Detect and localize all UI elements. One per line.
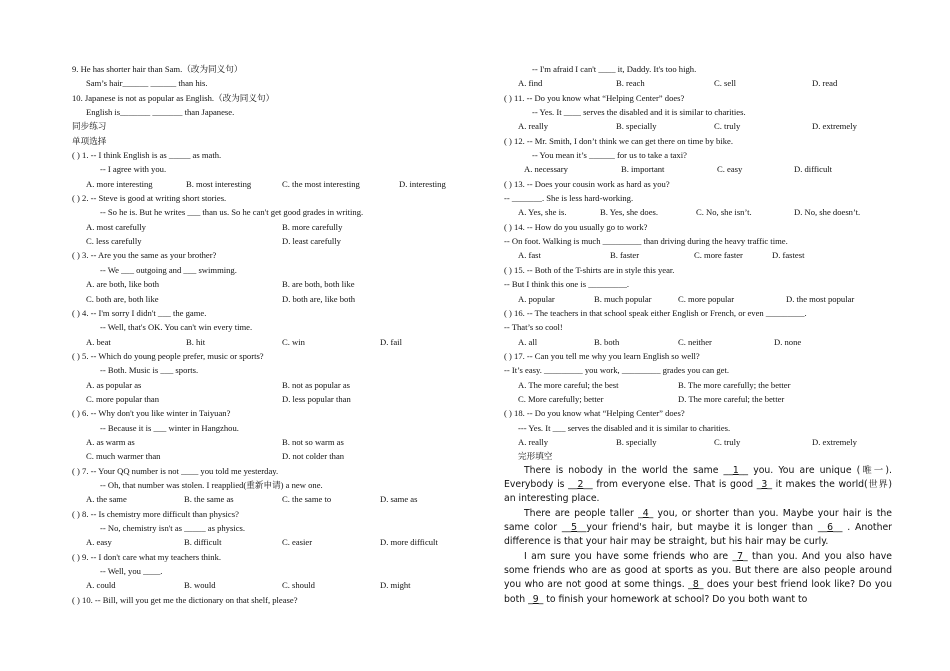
text-line-line: 同步练习 bbox=[72, 121, 107, 132]
option-a: A. easy bbox=[86, 537, 112, 548]
text-line-no-chemistry-isn-t-as-as: -- No, chemistry isn't as _____ as physics. bbox=[100, 523, 245, 533]
option-a: A. really bbox=[518, 121, 549, 132]
passage-paragraph bbox=[504, 507, 892, 550]
text-line-4-i-m-sorry-i-didn-t-the: ( ) 4. -- I'm sorry I didn't ___ the game. bbox=[72, 307, 207, 318]
options-row bbox=[504, 205, 892, 219]
text-line-but-i-think-this-one-is: -- But I think this one is _________. bbox=[504, 279, 630, 290]
options-row bbox=[72, 335, 464, 349]
options-row bbox=[72, 435, 464, 449]
option-c: C. the same to bbox=[282, 494, 332, 505]
text-line-because-it-is-winter-in-: -- Because it is ___ winter in Hangzhou. bbox=[100, 422, 239, 433]
passage-text: _ you, or shorter than you. Maybe your hair is the same color __ bbox=[504, 507, 892, 533]
option-b: B. are both, both like bbox=[282, 279, 355, 290]
text-line-well-you: -- Well, you ____. bbox=[100, 566, 163, 577]
option-b: B. not as popular as bbox=[282, 379, 351, 390]
text-line-8-is-chemistry-more-diff: ( ) 8. -- Is chemistry more difficult than physics? bbox=[72, 508, 239, 519]
text-line-12-mr-smith-i-don-t-thin: ( ) 12. -- Mr. Smith, I don’t think we can get there on time by bike. bbox=[504, 135, 733, 146]
text-line-line: 完形填空 bbox=[518, 451, 553, 462]
option-a: A. Yes, she is. bbox=[518, 207, 567, 218]
text-line-well-that-s-ok-you-can-t: -- Well, that's OK. You can't win every time. bbox=[100, 322, 253, 333]
options-row bbox=[504, 162, 892, 176]
blank-number: 3 bbox=[761, 478, 768, 490]
text-line-5-which-do-young-people-: ( ) 5. -- Which do young people prefer, music or sports? bbox=[72, 350, 264, 361]
option-b: B. faster bbox=[610, 250, 640, 261]
blank-number: 8 bbox=[692, 579, 699, 591]
option-b: B. difficult bbox=[184, 537, 222, 548]
option-c: C. No, she isn’t. bbox=[696, 207, 752, 218]
options-row bbox=[504, 335, 892, 349]
option-b: B. specially bbox=[616, 121, 657, 132]
text-line-english-is-than-japanese: English is_______ _______ than Japanese. bbox=[86, 107, 235, 118]
options-row bbox=[504, 392, 892, 406]
options-row bbox=[72, 292, 464, 306]
option-a: A. could bbox=[86, 580, 116, 591]
option-b: B. important bbox=[621, 164, 665, 175]
option-a: C. more popular than bbox=[86, 393, 160, 404]
options-row bbox=[504, 435, 892, 449]
text-line-9-he-has-shorter-hair-th: 9. He has shorter hair than Sam.（改为同义句） bbox=[72, 64, 243, 74]
option-a: C. less carefully bbox=[86, 236, 142, 247]
text-line-she-is-less-hard-working: -- _______. She is less hard-working. bbox=[504, 193, 634, 204]
option-a: A. The more careful; the best bbox=[518, 379, 619, 390]
passage-text: _ than you. And you also have some friends who are as good at sports as you. But there are also people around you who are not good at some things. _ bbox=[504, 550, 892, 591]
option-a: A. as popular as bbox=[86, 379, 142, 390]
options-row bbox=[504, 248, 892, 262]
text-line-3-are-you-the-same-as-yo: ( ) 3. -- Are you the same as your brother? bbox=[72, 250, 217, 261]
option-a: A. as warm as bbox=[86, 436, 135, 447]
option-a: C. More carefully; better bbox=[518, 393, 604, 404]
text-line-16-the-teachers-in-that-: ( ) 16. -- The teachers in that school speak either English or French, or even _________. bbox=[504, 307, 807, 318]
blank-number: 6 bbox=[827, 522, 834, 533]
option-b: B. both bbox=[594, 336, 620, 347]
option-c: C. neither bbox=[678, 336, 712, 347]
option-d: D. fail bbox=[380, 336, 402, 347]
option-b: D. least carefully bbox=[282, 236, 341, 247]
passage-paragraph bbox=[504, 550, 892, 607]
option-b: B. much popular bbox=[594, 293, 652, 304]
option-b: B. the same as bbox=[184, 494, 234, 505]
passage-text: __your friend's hair, but maybe it is longer than __ bbox=[577, 522, 828, 533]
option-c: C. truly bbox=[714, 121, 741, 132]
option-a: A. fast bbox=[518, 250, 541, 261]
options-row bbox=[504, 378, 892, 392]
options-row bbox=[72, 492, 464, 506]
text-line-13-does-your-cousin-work: ( ) 13. -- Does your cousin work as hard as you? bbox=[504, 178, 670, 189]
blank-number: 5 bbox=[571, 522, 578, 533]
option-a: C. much warmer than bbox=[86, 451, 161, 462]
passage-text: _ to finish your homework at school? Do you both want to bbox=[538, 593, 808, 605]
option-c: C. more faster bbox=[694, 250, 743, 261]
passage-text: __ you. You are unique (唯一). Everybody is __ bbox=[504, 464, 892, 490]
option-b: B. not so warm as bbox=[282, 436, 344, 447]
option-a: A. the same bbox=[86, 494, 127, 505]
option-b: D. not colder than bbox=[282, 451, 345, 462]
option-b: D. less popular than bbox=[282, 393, 351, 404]
text-line-sam-s-hair-than-his: Sam’s hair______ ______ than his. bbox=[86, 78, 208, 89]
options-row bbox=[72, 535, 464, 549]
text-line-yes-it-serves-the-disabl: -- Yes. It ____ serves the disabled and it is similar to charities. bbox=[532, 107, 746, 118]
options-row bbox=[72, 220, 464, 234]
option-a: A. all bbox=[518, 336, 538, 347]
text-line-yes-it-serves-the-disabl: --- Yes. It ___ serves the disabled and it is similar to charities. bbox=[518, 422, 731, 433]
option-c: C. win bbox=[282, 336, 305, 347]
text-line-we-outgoing-and-swimming: -- We ___ outgoing and ___ swimming. bbox=[100, 264, 237, 275]
option-d: D. none bbox=[774, 336, 802, 347]
options-row bbox=[72, 578, 464, 592]
option-c: C. the most interesting bbox=[282, 178, 360, 189]
text-line-line: 单项选择 bbox=[72, 135, 107, 146]
text-line-oh-that-number-was-stole: -- Oh, that number was stolen. I reapplied(重新申请) a new one. bbox=[100, 479, 323, 490]
option-c: C. easy bbox=[717, 164, 743, 175]
options-row bbox=[504, 119, 892, 133]
option-c: C. should bbox=[282, 580, 315, 591]
option-a: A. really bbox=[518, 436, 549, 447]
text-line-7-your-qq-number-is-not-: ( ) 7. -- Your QQ number is not ____ you told me yesterday. bbox=[72, 465, 279, 476]
option-d: D. difficult bbox=[794, 164, 833, 175]
option-d: D. extremely bbox=[812, 436, 857, 447]
option-c: C. truly bbox=[714, 436, 741, 447]
passage-text: _ does your best friend look like? Do you both _ bbox=[504, 579, 893, 605]
text-line-11-do-you-know-what-help: ( ) 11. -- Do you know what “Helping Center” does? bbox=[504, 92, 685, 103]
option-d: D. the most popular bbox=[786, 293, 855, 304]
option-a: A. beat bbox=[86, 336, 111, 347]
text-line-6-why-don-t-you-like-win: ( ) 6. -- Why don't you like winter in Taiyuan? bbox=[72, 408, 231, 419]
text-line-17-can-you-tell-me-why-y: ( ) 17. -- Can you tell me why you learn English so well? bbox=[504, 350, 700, 361]
passage-text: _ it makes the world(世界) an interesting place. bbox=[504, 478, 892, 505]
blank-number: 9 bbox=[532, 593, 539, 605]
option-c: C. easier bbox=[282, 537, 313, 548]
blank-number: 1 bbox=[732, 464, 739, 476]
option-a: A. popular bbox=[518, 293, 555, 304]
option-b: D. both are, like both bbox=[282, 293, 356, 304]
text-line-14-how-do-you-usually-go: ( ) 14. -- How do you usually go to work? bbox=[504, 221, 648, 232]
option-b: B. hit bbox=[186, 336, 206, 347]
option-d: D. same as bbox=[380, 494, 418, 505]
option-b: B. Yes, she does. bbox=[600, 207, 659, 218]
blank-number: 2 bbox=[577, 478, 584, 490]
text-line-18-do-you-know-what-help: ( ) 18. -- Do you know what “Helping Center” does? bbox=[504, 408, 685, 419]
option-b: B. most interesting bbox=[186, 178, 252, 189]
text-line-15-both-of-the-t-shirts-: ( ) 15. -- Both of the T-shirts are in style this year. bbox=[504, 264, 675, 275]
passage-text: There is nobody in the world the same __ bbox=[524, 464, 733, 476]
option-b: D. The more careful; the better bbox=[678, 393, 785, 404]
blank-number: 7 bbox=[737, 550, 744, 562]
option-d: D. read bbox=[812, 78, 838, 89]
option-d: D. interesting bbox=[399, 178, 446, 189]
option-a: A. necessary bbox=[524, 164, 568, 175]
options-row bbox=[72, 277, 464, 291]
text-line-it-s-easy-you-work-grade: -- It’s easy. _________ you work, _________ grades you can get. bbox=[504, 365, 729, 376]
options-row bbox=[72, 234, 464, 248]
options-row bbox=[504, 292, 892, 306]
options-row bbox=[72, 449, 464, 463]
option-d: D. might bbox=[380, 580, 411, 591]
passage-text: I am sure you have some friends who are _ bbox=[524, 550, 738, 562]
option-c: C. sell bbox=[714, 78, 736, 89]
cloze-passage bbox=[504, 464, 892, 607]
option-b: B. would bbox=[184, 580, 216, 591]
option-a: A. most carefully bbox=[86, 221, 146, 232]
option-a: A. more interesting bbox=[86, 178, 153, 189]
option-b: B. more carefully bbox=[282, 221, 343, 232]
text-line-i-m-afraid-i-can-t-it-da: -- I'm afraid I can't ____ it, Daddy. It's too high. bbox=[532, 64, 697, 74]
option-d: D. more difficult bbox=[380, 537, 438, 548]
options-row bbox=[72, 378, 464, 392]
option-b: B. specially bbox=[616, 436, 657, 447]
blank-number: 4 bbox=[642, 507, 649, 519]
option-a: A. find bbox=[518, 78, 543, 89]
options-row bbox=[72, 177, 464, 191]
text-line-both-music-is-sports: -- Both. Music is ___ sports. bbox=[100, 365, 199, 376]
passage-text: There are people taller _ bbox=[524, 507, 643, 519]
text-line-10-japanese-is-not-as-po: 10. Japanese is not as popular as English.（改为同义句） bbox=[72, 92, 275, 103]
passage-paragraph bbox=[504, 464, 892, 507]
text-line-1-i-think-english-is-as-: ( ) 1. -- I think English is as _____ as math. bbox=[72, 150, 222, 161]
option-d: D. No, she doesn’t. bbox=[794, 207, 861, 218]
option-b: B. The more carefully; the better bbox=[678, 379, 791, 390]
left-column bbox=[72, 62, 464, 607]
option-c: C. more popular bbox=[678, 293, 735, 304]
option-d: D. extremely bbox=[812, 121, 857, 132]
text-line-so-he-is-but-he-writes-t: -- So he is. But he writes ___ than us. So he can't get good grades in writing. bbox=[100, 207, 364, 218]
text-line-10-bill-will-you-get-me-: ( ) 10. -- Bill, will you get me the dictionary on that shelf, please? bbox=[72, 594, 298, 605]
passage-text: __ . Another difference is that your hair may be straight, but his hair may be curly. bbox=[504, 522, 892, 548]
text-line-i-agree-with-you: -- I agree with you. bbox=[100, 164, 167, 175]
passage-text: __ from everyone else. That is good _ bbox=[583, 478, 762, 490]
text-line-on-foot-walking-is-much-: -- On foot. Walking is much _________ than driving during the heavy traffic time. bbox=[504, 236, 788, 247]
options-row bbox=[504, 76, 892, 90]
text-line-9-i-don-t-care-what-my-t: ( ) 9. -- I don't care what my teachers think. bbox=[72, 551, 222, 562]
text-line-that-s-so-cool: -- That’s so cool! bbox=[504, 322, 563, 333]
option-a: A. are both, like both bbox=[86, 279, 160, 290]
option-d: D. fastest bbox=[772, 250, 805, 261]
option-b: B. reach bbox=[616, 78, 645, 89]
option-a: C. both are, both like bbox=[86, 293, 159, 304]
right-column bbox=[504, 62, 892, 607]
text-line-you-mean-it-s-for-us-to-: -- You mean it’s ______ for us to take a taxi? bbox=[532, 150, 687, 161]
options-row bbox=[72, 392, 464, 406]
text-line-2-steve-is-good-at-writi: ( ) 2. -- Steve is good at writing short stories. bbox=[72, 193, 227, 204]
